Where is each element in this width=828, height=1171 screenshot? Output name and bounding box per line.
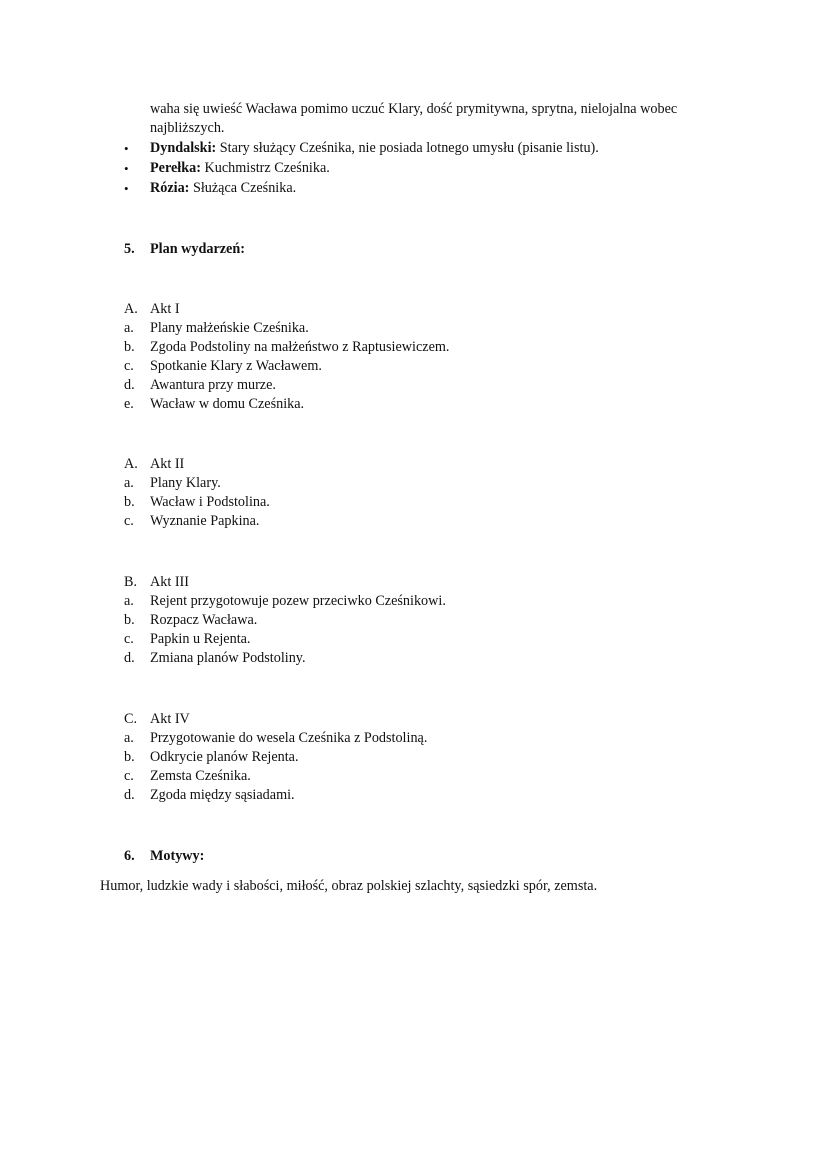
event-text: Rejent przygotowuje pozew przeciwko Cześnikowi. bbox=[150, 593, 446, 609]
event-text: Plany Klary. bbox=[150, 475, 221, 491]
event-text: Zemsta Cześnika. bbox=[150, 768, 251, 784]
act-marker: A. bbox=[124, 456, 138, 472]
bullet-icon: • bbox=[124, 141, 129, 156]
act-marker: B. bbox=[124, 574, 138, 590]
section-6-title: Motywy: bbox=[150, 848, 205, 864]
act-title: Akt I bbox=[150, 301, 180, 317]
event-marker: c. bbox=[124, 631, 134, 647]
event-marker: d. bbox=[124, 377, 135, 393]
event-text: Rozpacz Wacława. bbox=[150, 612, 258, 628]
character-name: Rózia: bbox=[150, 180, 190, 196]
section-6-number: 6. bbox=[124, 848, 135, 864]
event-marker: a. bbox=[124, 320, 134, 336]
character-name: Dyndalski: bbox=[150, 140, 217, 156]
act-title: Akt IV bbox=[150, 711, 190, 727]
event-text: Awantura przy murze. bbox=[150, 377, 276, 393]
event-text: Wacław w domu Cześnika. bbox=[150, 396, 305, 412]
event-marker: b. bbox=[124, 749, 135, 765]
event-marker: e. bbox=[124, 396, 134, 412]
event-marker: d. bbox=[124, 650, 135, 666]
section-5-number: 5. bbox=[124, 241, 135, 257]
event-text: Plany małżeńskie Cześnika. bbox=[150, 320, 309, 336]
intro-line-1: waha się uwieść Wacława pomimo uczuć Klary, dość prymitywna, sprytna, nielojalna wobec bbox=[150, 101, 678, 117]
event-marker: b. bbox=[124, 339, 135, 355]
act-marker: C. bbox=[124, 711, 138, 727]
event-marker: a. bbox=[124, 593, 134, 609]
event-marker: d. bbox=[124, 787, 135, 803]
event-marker: b. bbox=[124, 494, 135, 510]
motifs-paragraph: Humor, ludzkie wady i słabości, miłość, obraz polskiej szlachty, sąsiedzki spór, zemsta. bbox=[100, 878, 598, 894]
character-item bbox=[150, 159, 330, 178]
character-desc: Służąca Cześnika. bbox=[189, 180, 297, 196]
character-item bbox=[150, 179, 296, 198]
event-marker: a. bbox=[124, 475, 134, 491]
event-text: Przygotowanie do wesela Cześnika z Podstoliną. bbox=[150, 730, 428, 746]
character-desc: Stary służący Cześnika, nie posiada lotnego umysłu (pisanie listu). bbox=[216, 140, 599, 156]
event-marker: c. bbox=[124, 768, 134, 784]
event-text: Wyznanie Papkina. bbox=[150, 513, 260, 529]
character-desc: Kuchmistrz Cześnika. bbox=[200, 160, 330, 176]
bullet-icon: • bbox=[124, 181, 129, 196]
event-text: Odkrycie planów Rejenta. bbox=[150, 749, 299, 765]
character-name: Perełka: bbox=[150, 160, 201, 176]
event-marker: a. bbox=[124, 730, 134, 746]
event-text: Wacław i Podstolina. bbox=[150, 494, 270, 510]
event-text: Zgoda między sąsiadami. bbox=[150, 787, 295, 803]
event-marker: b. bbox=[124, 612, 135, 628]
act-title: Akt II bbox=[150, 456, 185, 472]
event-marker: c. bbox=[124, 358, 134, 374]
event-marker: c. bbox=[124, 513, 134, 529]
act-marker: A. bbox=[124, 301, 138, 317]
intro-line-2: najbliższych. bbox=[150, 120, 225, 136]
event-text: Zmiana planów Podstoliny. bbox=[150, 650, 306, 666]
act-title: Akt III bbox=[150, 574, 190, 590]
event-text: Papkin u Rejenta. bbox=[150, 631, 251, 647]
character-item bbox=[150, 139, 599, 158]
event-text: Spotkanie Klary z Wacławem. bbox=[150, 358, 322, 374]
event-text: Zgoda Podstoliny na małżeństwo z Raptusiewiczem. bbox=[150, 339, 450, 355]
bullet-icon: • bbox=[124, 161, 129, 176]
section-5-title: Plan wydarzeń: bbox=[150, 241, 245, 257]
